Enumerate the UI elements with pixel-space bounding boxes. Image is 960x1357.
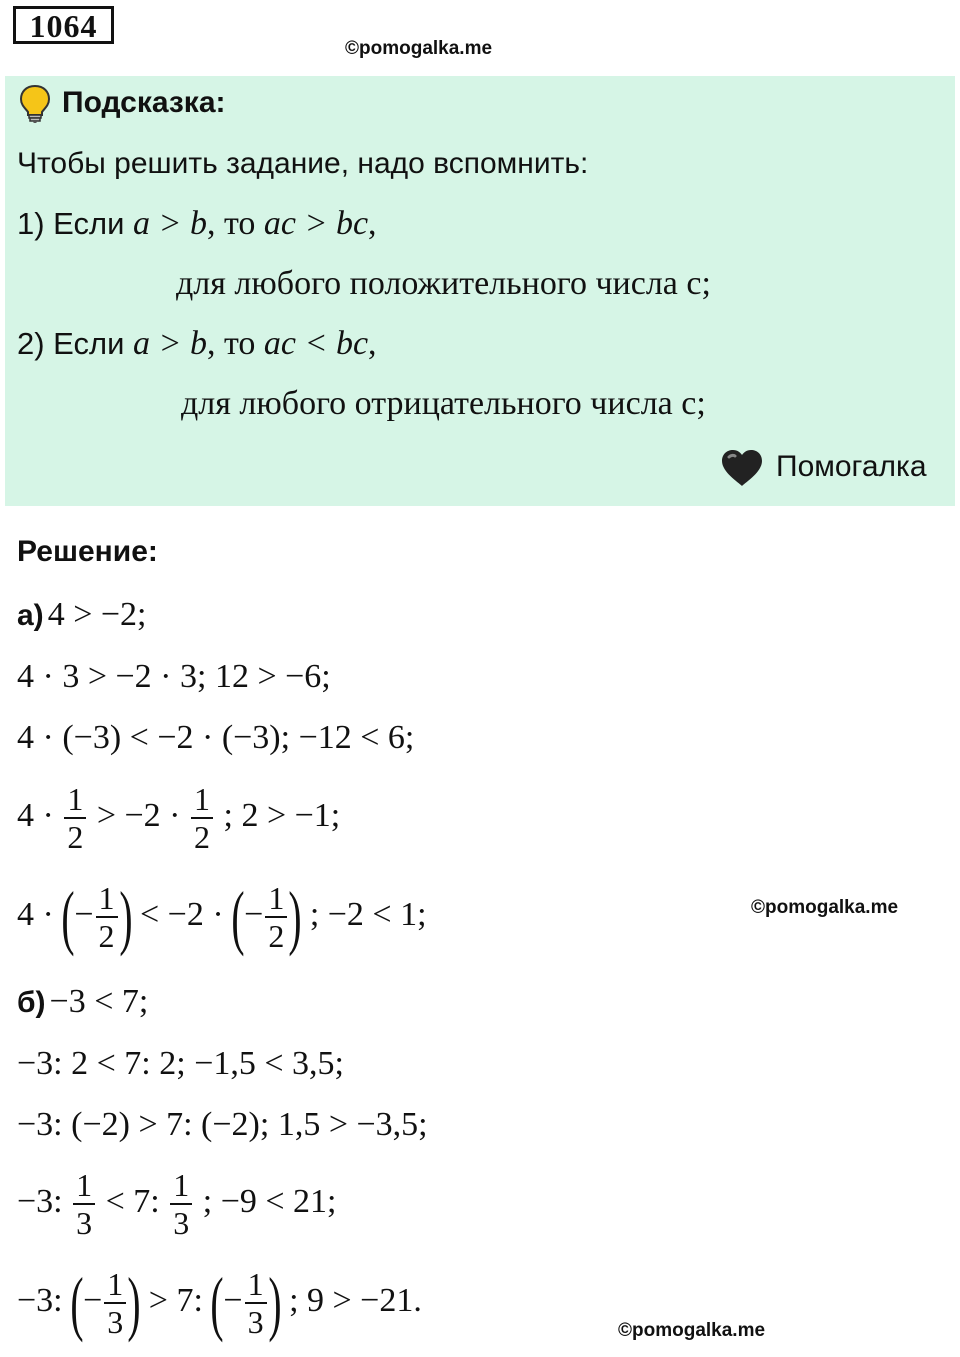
fraction xyxy=(73,1167,95,1241)
part-b-line-5 xyxy=(17,1263,422,1343)
left-paren: ( xyxy=(210,1263,224,1343)
fraction-denominator: 3 xyxy=(170,1203,192,1241)
fraction xyxy=(170,1167,192,1241)
fraction-denominator: 3 xyxy=(73,1203,95,1241)
a4-p1: 4 · xyxy=(17,796,54,834)
part-a-eq-1: 4 > −2; xyxy=(47,596,147,633)
hint-intro: Чтобы решить задание, надо вспомнить: xyxy=(17,147,589,180)
rule1-result: ac > bc xyxy=(263,205,369,242)
fraction xyxy=(64,781,86,855)
minus: − xyxy=(244,895,264,933)
part-b-label: б) xyxy=(17,986,46,1019)
left-paren: ( xyxy=(231,877,245,957)
part-a-line-5 xyxy=(17,877,427,957)
fraction-numerator: 1 xyxy=(107,1266,124,1302)
rule2-mid: , то xyxy=(206,325,264,362)
rule1-prefix: 1) Если xyxy=(17,206,134,241)
b5-p2: > 7: xyxy=(148,1281,203,1319)
watermark-bottom: ©pomogalka.me xyxy=(618,1320,766,1341)
hint-rule-2-note: для любого отрицательного числа с; xyxy=(181,385,706,422)
fraction-denominator: 2 xyxy=(265,916,287,954)
b4-p3: ; −9 < 21; xyxy=(202,1182,337,1220)
a5-p2: < −2 · xyxy=(139,895,224,933)
part-b-line-1 xyxy=(17,983,148,1021)
watermark-middle: ©pomogalka.me xyxy=(751,897,899,918)
rule2-result: ac < bc xyxy=(263,325,369,362)
fraction-denominator: 2 xyxy=(64,817,86,855)
part-b-line-3: −3: (−2) > 7: (−2); 1,5 > −3,5; xyxy=(17,1106,428,1143)
fraction-numerator: 1 xyxy=(194,781,210,817)
part-a-label: а) xyxy=(17,599,44,632)
a4-p2: > −2 · xyxy=(96,796,181,834)
hint-rule-1 xyxy=(17,205,377,243)
minus: − xyxy=(83,1281,103,1319)
fraction xyxy=(265,880,287,954)
part-a-line-4 xyxy=(17,781,340,855)
fraction-numerator: 1 xyxy=(67,781,84,817)
hint-rule-2 xyxy=(17,325,377,363)
fraction-numerator: 1 xyxy=(76,1167,93,1203)
fraction-numerator: 1 xyxy=(268,880,285,916)
part-a-line-3: 4 · (−3) < −2 · (−3); −12 < 6; xyxy=(17,719,415,756)
part-b-line-2: −3: 2 < 7: 2; −1,5 < 3,5; xyxy=(17,1045,344,1082)
rule1-mid: , то xyxy=(206,205,264,242)
fraction xyxy=(104,1266,126,1340)
rule2-condition: a > b xyxy=(133,325,207,362)
solution-title: Решение: xyxy=(17,535,158,568)
hint-rule-1-note: для любого положительного числа с; xyxy=(176,265,711,302)
right-paren: ) xyxy=(267,1263,282,1343)
right-paren: ) xyxy=(288,877,302,957)
part-a-line-1 xyxy=(17,596,146,634)
rule2-prefix: 2) Если xyxy=(17,326,134,361)
b4-p1: −3: xyxy=(17,1182,63,1220)
part-b-eq-1: −3 < 7; xyxy=(49,983,149,1020)
b4-p2: < 7: xyxy=(105,1182,160,1220)
hint-title: Подсказка: xyxy=(62,86,226,119)
a5-p1: 4 · xyxy=(17,895,54,933)
minus: − xyxy=(74,895,94,933)
fraction-numerator: 1 xyxy=(173,1167,190,1203)
fraction xyxy=(245,1266,267,1340)
minus: − xyxy=(223,1281,243,1319)
fraction xyxy=(96,880,118,954)
fraction-numerator: 1 xyxy=(98,880,115,916)
fraction-numerator: 1 xyxy=(247,1266,264,1302)
brand-name: Помогалка xyxy=(776,450,927,483)
rule2-suffix: , xyxy=(368,325,377,362)
right-paren: ) xyxy=(118,877,133,957)
b5-p1: −3: xyxy=(17,1281,63,1319)
fraction-denominator: 2 xyxy=(191,817,213,855)
heart-icon xyxy=(720,448,764,488)
fraction xyxy=(191,781,213,855)
a5-p3: ; −2 < 1; xyxy=(309,895,427,933)
lightbulb-icon xyxy=(18,84,52,124)
part-a-line-2: 4 · 3 > −2 · 3; 12 > −6; xyxy=(17,658,331,695)
rule1-condition: a > b xyxy=(133,205,207,242)
watermark-top: ©pomogalka.me xyxy=(345,38,493,59)
fraction-denominator: 2 xyxy=(96,916,118,954)
left-paren: ( xyxy=(70,1263,84,1343)
right-paren: ) xyxy=(127,1263,141,1343)
fraction-denominator: 3 xyxy=(245,1302,267,1340)
a4-p3: ; 2 > −1; xyxy=(223,796,341,834)
fraction-denominator: 3 xyxy=(104,1302,126,1340)
rule1-suffix: , xyxy=(368,205,377,242)
left-paren: ( xyxy=(61,877,75,957)
task-number: 1064 xyxy=(13,6,114,44)
b5-p3: ; 9 > −21. xyxy=(289,1281,422,1319)
part-b-line-4 xyxy=(17,1167,337,1241)
